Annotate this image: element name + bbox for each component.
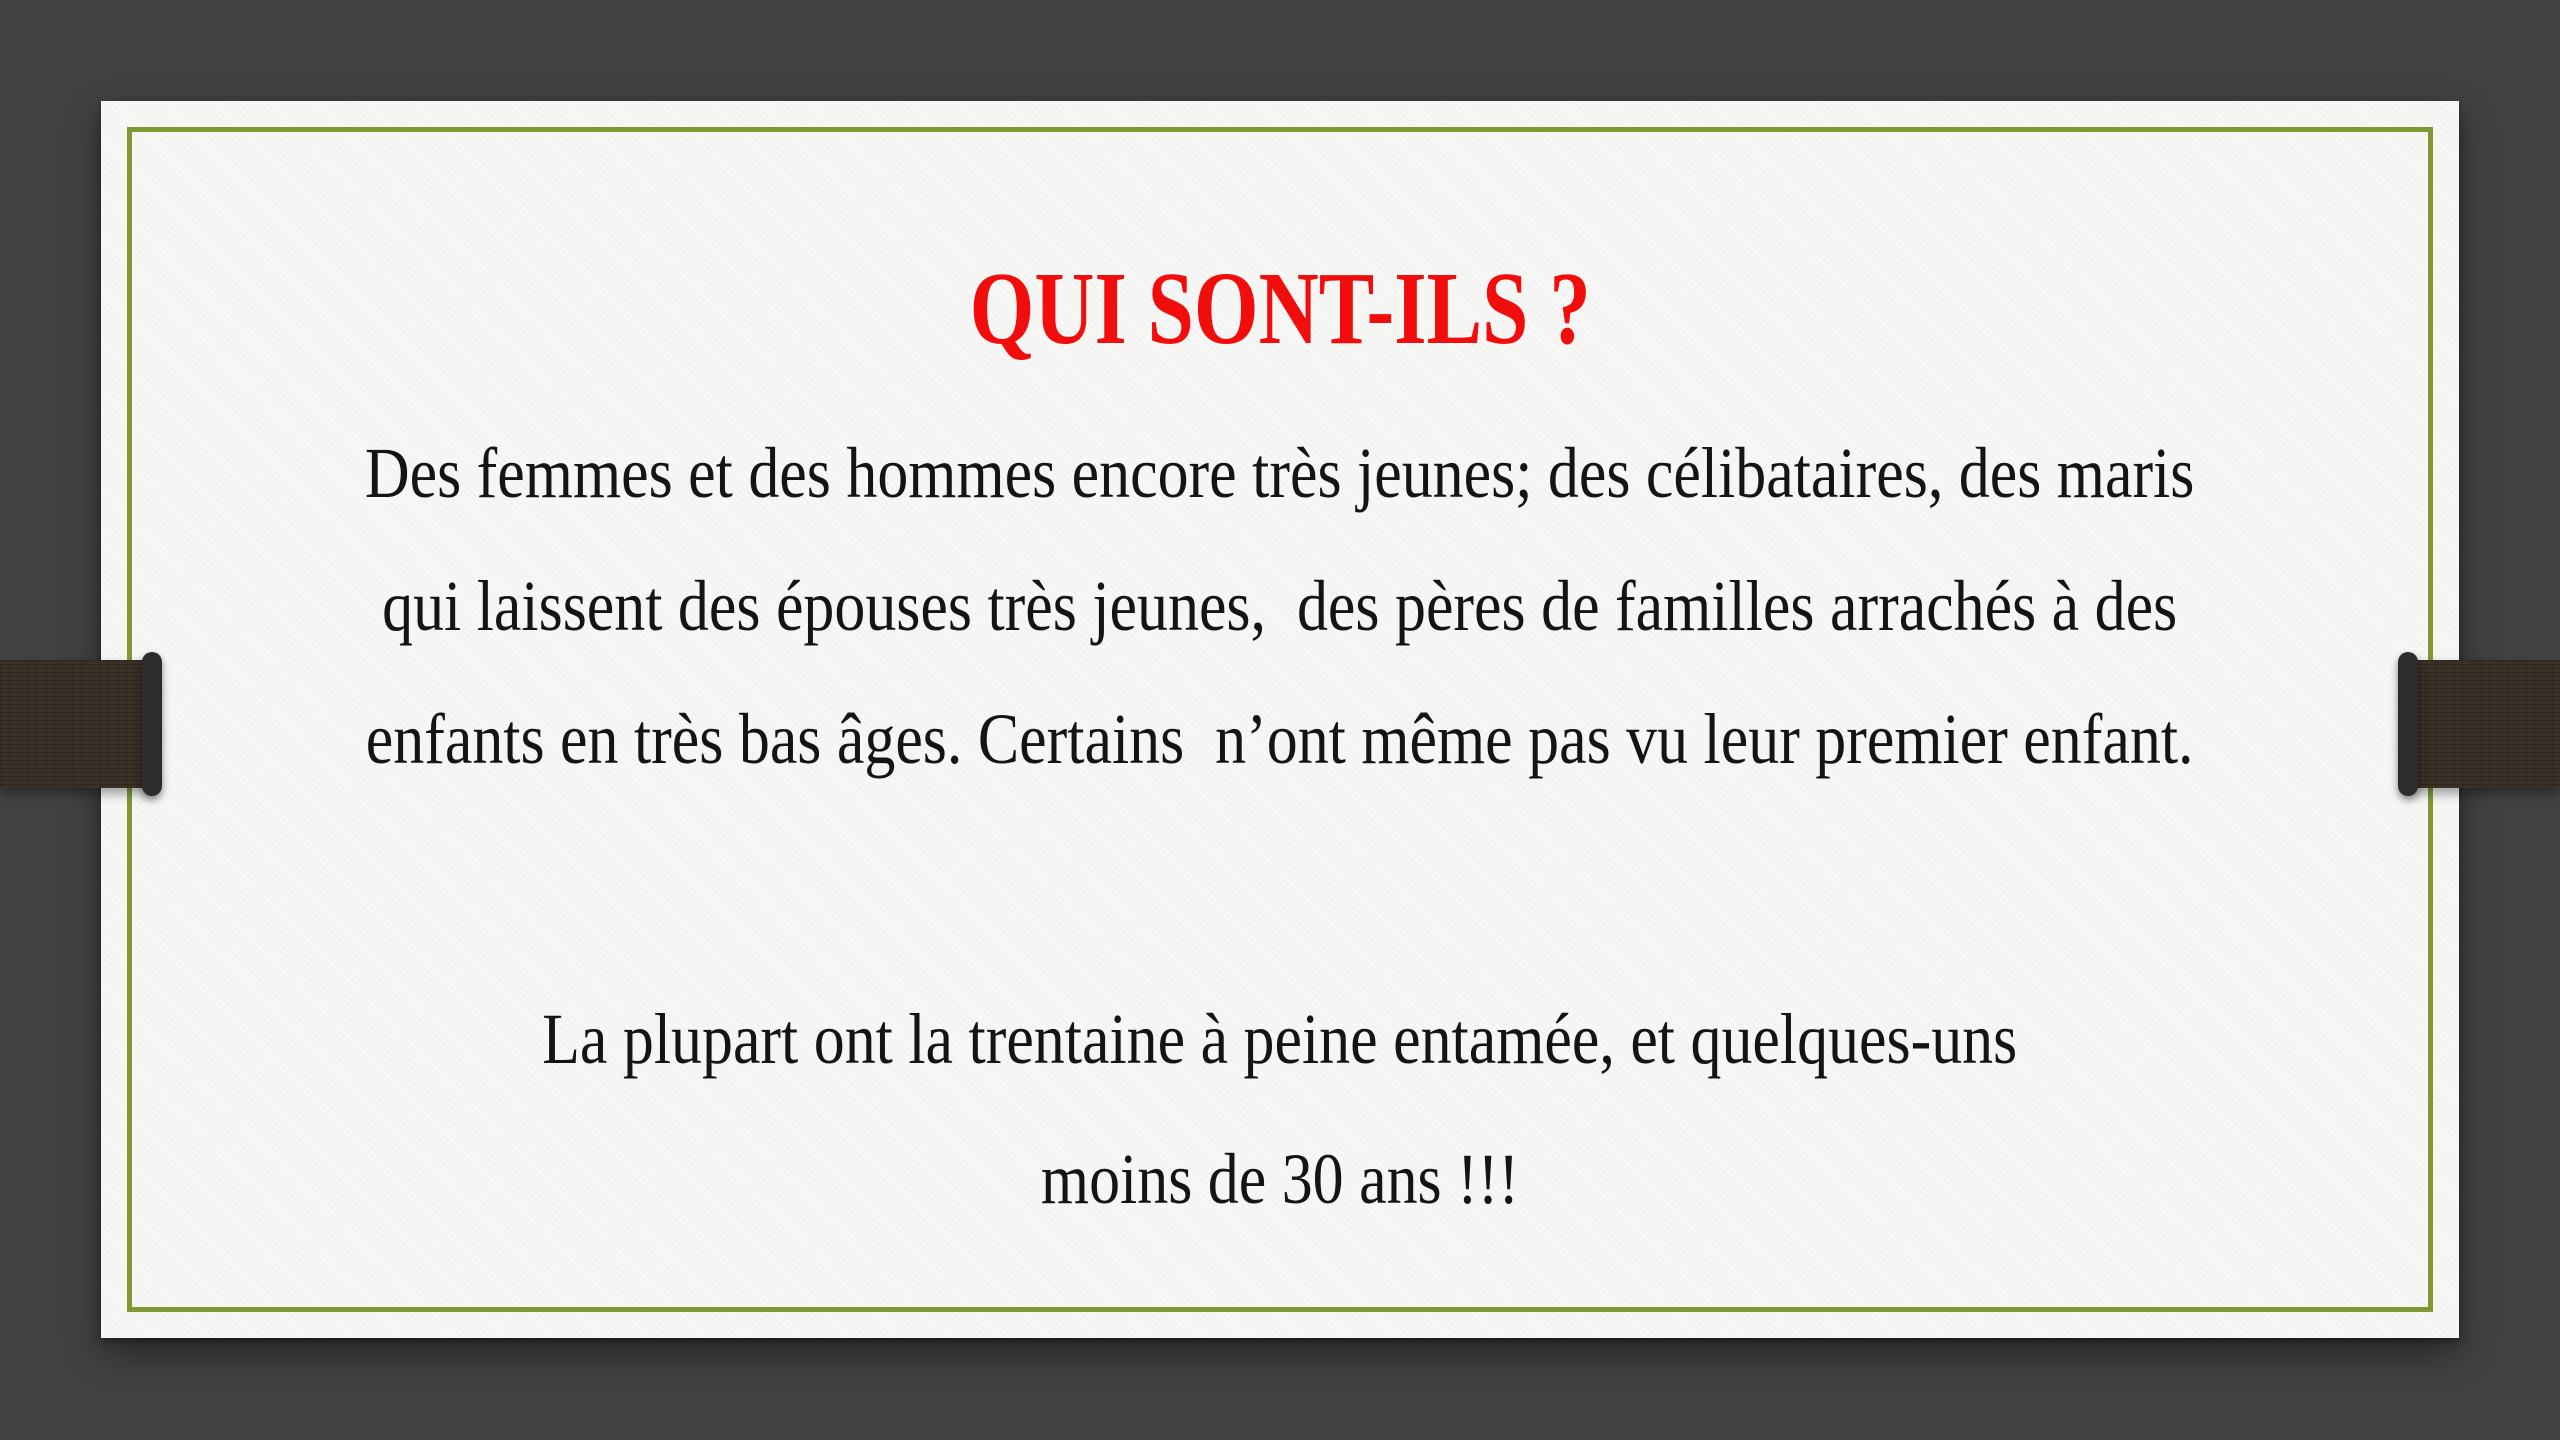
body-line [101, 407, 2459, 540]
ribbon-left-strap [0, 660, 152, 788]
body-paragraph-2 [101, 969, 2459, 1249]
body-line-text: Des femmes et des hommes encore très jeunes; des célibataires, des maris [365, 433, 2195, 513]
slide-title-text: QUI SONT-ILS ? [969, 251, 1591, 366]
ribbon-right [2398, 660, 2560, 788]
body-paragraph-1 [101, 407, 2459, 806]
ribbon-right-end-cap [2398, 652, 2418, 796]
ribbon-right-strap [2408, 660, 2560, 788]
body-line [101, 969, 2459, 1109]
body-line [101, 673, 2459, 806]
body-line-text: La plupart ont la trentaine à peine entamée, et quelques-uns [542, 999, 2018, 1079]
ribbon-left [0, 660, 162, 788]
slide-title [101, 244, 2459, 374]
body-line-text: enfants en très bas âges. Certains n’ont même pas vu leur premier enfant. [366, 699, 2194, 779]
body-line [101, 1109, 2459, 1249]
slide-canvas [101, 101, 2459, 1338]
body-line [101, 540, 2459, 673]
body-line-text: qui laissent des épouses très jeunes, des pères de familles arrachés à des [382, 566, 2178, 646]
body-line-text: moins de 30 ans !!! [1040, 1139, 1520, 1219]
ribbon-left-end-cap [142, 652, 162, 796]
